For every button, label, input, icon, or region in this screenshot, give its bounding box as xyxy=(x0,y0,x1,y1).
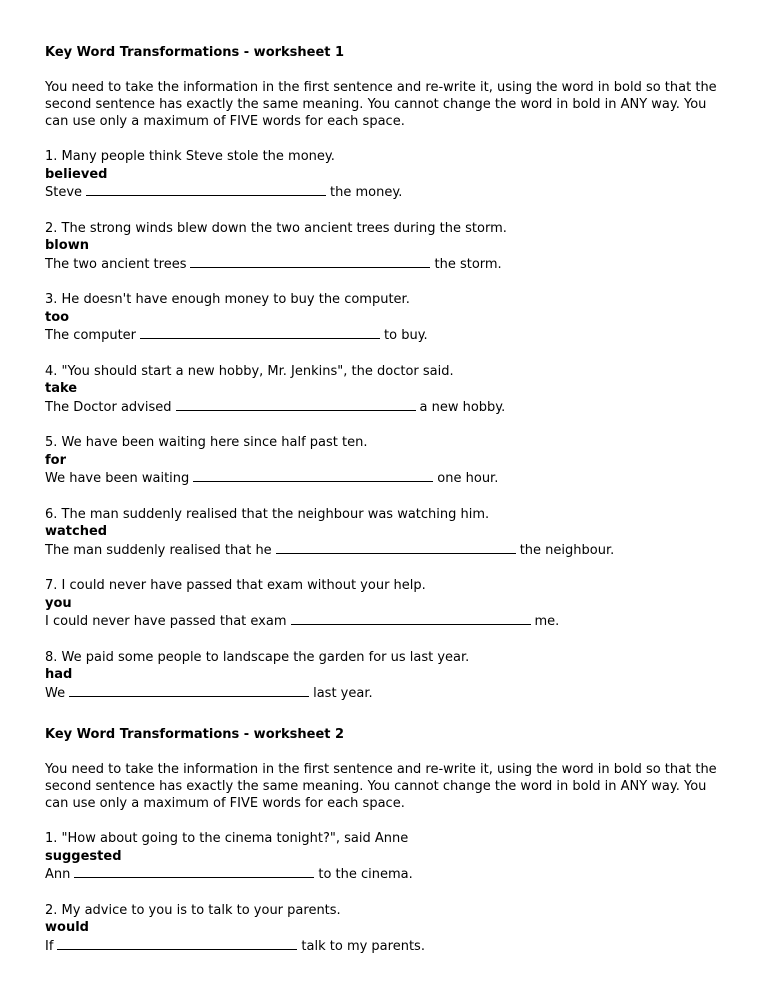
answer-blank[interactable] xyxy=(140,326,380,339)
original-sentence: 1. "How about going to the cinema tonight?", said Anne xyxy=(45,831,409,846)
sentence-start: If xyxy=(45,938,54,954)
exercise-item xyxy=(45,148,723,202)
worksheet-1 xyxy=(45,44,723,702)
exercise-item xyxy=(45,506,723,560)
key-word: you xyxy=(45,595,72,611)
answer-blank[interactable] xyxy=(190,255,430,268)
sentence-end: to the cinema. xyxy=(318,867,413,882)
answer-blank[interactable] xyxy=(86,183,326,196)
sentence-end: one hour. xyxy=(437,471,499,486)
sentence-start: I could never have passed that exam xyxy=(45,614,287,629)
key-word: believed xyxy=(45,166,108,182)
sentence-end: the storm. xyxy=(434,256,502,272)
answer-blank[interactable] xyxy=(291,612,531,625)
original-sentence: 7. I could never have passed that exam without your help. xyxy=(45,578,426,593)
answer-blank[interactable] xyxy=(176,398,416,411)
original-sentence: 8. We paid some people to landscape the garden for us last year. xyxy=(45,649,470,665)
worksheet-instructions: You need to take the information in the first sentence and re-write it, using the word in bold so that the second sentence has exactly the same meaning. You cannot change the word in bold in ANY way. You can use only a maximum of FIVE words for each space. xyxy=(45,762,717,811)
answer-blank[interactable] xyxy=(276,541,516,554)
original-sentence: 2. My advice to you is to talk to your parents. xyxy=(45,902,341,918)
sentence-end: talk to my parents. xyxy=(301,938,425,954)
exercise-item xyxy=(45,902,723,956)
answer-blank[interactable] xyxy=(57,937,297,950)
answer-blank[interactable] xyxy=(74,865,314,878)
original-sentence: 1. Many people think Steve stole the money. xyxy=(45,149,335,164)
transformed-sentence xyxy=(45,541,723,560)
sentence-start: Steve xyxy=(45,185,83,200)
sentence-start: The Doctor advised xyxy=(45,399,172,415)
sentence-start: We have been waiting xyxy=(45,471,190,486)
exercise-item xyxy=(45,577,723,631)
worksheet-2 xyxy=(45,726,723,955)
exercise-item xyxy=(45,291,723,345)
answer-blank[interactable] xyxy=(193,469,433,482)
key-word: had xyxy=(45,667,73,682)
worksheet-title: Key Word Transformations - worksheet 2 xyxy=(45,727,345,742)
key-word: too xyxy=(45,309,70,325)
sentence-start: The man suddenly realised that he xyxy=(45,542,272,558)
sentence-start: The computer xyxy=(45,328,137,343)
sentence-end: last year. xyxy=(313,685,373,701)
key-word: blown xyxy=(45,238,89,253)
exercise-item xyxy=(45,434,723,488)
key-word: would xyxy=(45,920,89,935)
worksheet-title: Key Word Transformations - worksheet 1 xyxy=(45,45,345,60)
transformed-sentence xyxy=(45,255,723,274)
sentence-start: Ann xyxy=(45,867,71,882)
transformed-sentence xyxy=(45,398,723,417)
original-sentence: 2. The strong winds blew down the two ancient trees during the storm. xyxy=(45,220,507,236)
transformed-sentence xyxy=(45,469,723,488)
exercise-item xyxy=(45,649,723,703)
transformed-sentence xyxy=(45,612,723,631)
key-word: for xyxy=(45,452,66,468)
original-sentence: 6. The man suddenly realised that the neighbour was watching him. xyxy=(45,506,490,522)
original-sentence: 4. "You should start a new hobby, Mr. Jenkins", the doctor said. xyxy=(45,363,454,379)
answer-blank[interactable] xyxy=(69,684,309,697)
transformed-sentence xyxy=(45,937,723,956)
transformed-sentence xyxy=(45,183,723,202)
exercise-item xyxy=(45,220,723,274)
sentence-end: the money. xyxy=(330,185,403,200)
original-sentence: 3. He doesn't have enough money to buy the computer. xyxy=(45,292,410,307)
sentence-end: me. xyxy=(534,614,560,629)
sentence-start: The two ancient trees xyxy=(45,256,187,272)
worksheet-instructions: You need to take the information in the first sentence and re-write it, using the word in bold so that the second sentence has exactly the same meaning. You cannot change the word in bold in ANY way. You can use only a maximum of FIVE words for each space. xyxy=(45,80,717,129)
transformed-sentence xyxy=(45,326,723,345)
key-word: watched xyxy=(45,524,108,539)
transformed-sentence xyxy=(45,684,723,703)
sentence-end: a new hobby. xyxy=(419,399,506,415)
key-word: suggested xyxy=(45,848,122,864)
original-sentence: 5. We have been waiting here since half past ten. xyxy=(45,435,368,450)
exercise-item xyxy=(45,363,723,417)
key-word: take xyxy=(45,381,78,396)
exercise-item xyxy=(45,830,723,884)
sentence-start: We xyxy=(45,685,66,701)
sentence-end: the neighbour. xyxy=(519,542,615,558)
sentence-end: to buy. xyxy=(384,328,428,343)
transformed-sentence xyxy=(45,865,723,884)
